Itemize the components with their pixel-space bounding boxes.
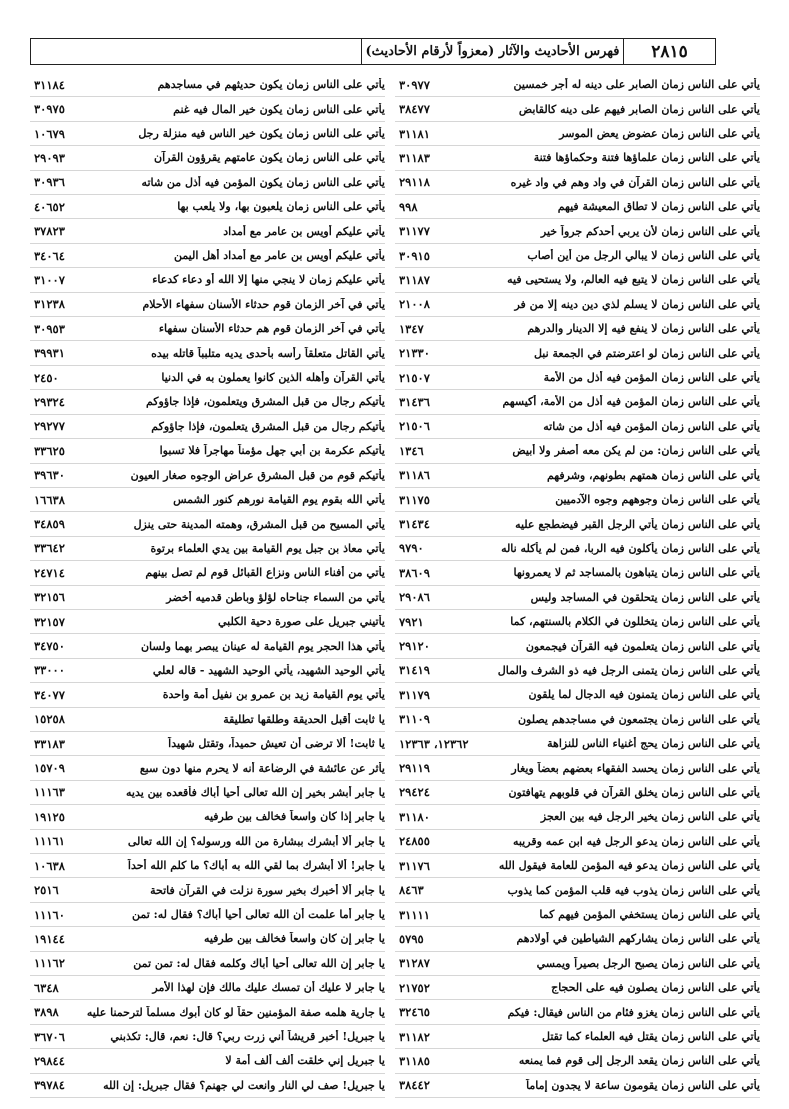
- index-entry: [395, 122, 760, 146]
- index-entry: [395, 805, 760, 829]
- index-entry: [395, 268, 760, 292]
- index-entry: [395, 1025, 760, 1049]
- index-entry: [30, 244, 385, 268]
- index-entry: [30, 634, 385, 658]
- index-entry: [395, 97, 760, 121]
- entry-hadith-number: ٣١١٨١: [399, 126, 430, 141]
- entry-text: يأتي على الناس زمان يصبح الرجل بصيراً ويمسي: [536, 956, 760, 970]
- entry-text: يأثر عن عائشة في الرضاعة أنه لا يحرم منها دون سبع: [139, 761, 385, 775]
- entry-text: يأتي من أفناء الناس ونزاع القبائل قوم لم تصل بينهم: [145, 566, 385, 580]
- entry-hadith-number: ١٣٤٧: [399, 321, 424, 336]
- index-entry: [395, 244, 760, 268]
- entry-hadith-number: ٣٤٠٦٤: [34, 248, 65, 263]
- entry-text: يا ثابت! ألا ترضى أن تعيش حميداً، وتقتل شهيداً: [168, 737, 385, 751]
- entry-hadith-number: ٣٩٧٨٤: [34, 1078, 65, 1093]
- index-entry: [395, 488, 760, 512]
- entry-text: يأتيكم قوم من قبل المشرق عراض الوجوه صغار العيون: [130, 468, 385, 482]
- entry-text: يا جابر ألا أخبرك بخير سورة نزلت في القرآن فاتحة: [150, 883, 385, 897]
- entry-text: يا جابر أبشر بخير إن الله تعالى أحيا أباك فأقعده بين يديه: [125, 785, 385, 799]
- index-entry: [30, 854, 385, 878]
- index-entry: [30, 317, 385, 341]
- index-entry: [30, 293, 385, 317]
- index-entry: [30, 927, 385, 951]
- index-entry: [395, 464, 760, 488]
- entry-hadith-number: ٣١١٠٩: [399, 712, 430, 727]
- entry-hadith-number: ٣١١٨٦: [399, 468, 430, 483]
- entry-text: يأتي على الناس زمان يقتل فيه العلماء كما تقتل: [541, 1030, 760, 1044]
- entry-text: يأتي على الناس زمان المؤمن فيه أذل من الأمة: [543, 371, 760, 385]
- entry-text: يأتي على الناس زمان القرآن في واد وهم في واد غيره: [510, 175, 760, 189]
- entry-text: يأتيكم رجال من قبل المشرق ويتعلمون، فإذا جاؤوكم: [145, 395, 385, 409]
- index-entry: [30, 464, 385, 488]
- right-column: [395, 73, 760, 1098]
- entry-text: يأتي على الناس زمان يكون المؤمن فيه أذل من شاته: [141, 175, 385, 189]
- entry-hadith-number: ٣٦٧٠٦: [34, 1029, 65, 1044]
- entry-hadith-number: ٧٩٢١: [399, 614, 424, 629]
- entry-hadith-number: ٣١١٧٧: [399, 224, 430, 239]
- index-entry: [395, 586, 760, 610]
- entry-text: يأتي على الناس زمان يتخللون في الكلام بالسنتهم، كما: [510, 615, 760, 629]
- index-entry: [395, 341, 760, 365]
- index-entry: [30, 97, 385, 121]
- index-entry: [30, 1025, 385, 1049]
- entry-hadith-number: ٣٢٤٦٥: [399, 1005, 430, 1020]
- index-columns: [30, 73, 760, 1098]
- entry-hadith-number: ٣١١٨٢: [399, 1029, 430, 1044]
- entry-hadith-number: ١٠٦٣٨: [34, 858, 65, 873]
- entry-hadith-number: ٢١٥٠٦: [399, 419, 430, 434]
- entry-text: يأتي على الناس زمان يكون عامتهم يقرؤون القرآن: [154, 151, 385, 165]
- entry-text: يأتيني جبريل على صورة دحية الكلبي: [217, 615, 385, 629]
- entry-hadith-number: ٣٨٩٨: [34, 1005, 59, 1020]
- entry-hadith-number: ٣٠٩١٥: [399, 248, 430, 263]
- entry-text: يأتي في آخر الزمان قوم هم حدثاء الأسنان سفهاء: [158, 322, 385, 336]
- index-entry: [395, 537, 760, 561]
- entry-text: يأتي على الناس زمان يتعلمون فيه القرآن فيجمعون: [525, 639, 760, 653]
- entry-text: يأتي الله بقوم يوم القيامة نورهم كنور الشمس: [173, 493, 385, 507]
- entry-text: يأتي على الناس زمان يحج أغنياء الناس للنزاهة: [547, 737, 760, 751]
- entry-hadith-number: ٣١٤٣٤: [399, 517, 430, 532]
- entry-hadith-number: ٢٤٧١٤: [34, 565, 65, 580]
- index-entry: [30, 561, 385, 585]
- index-entry: [30, 512, 385, 536]
- entry-hadith-number: ١١١٦٢: [34, 956, 65, 971]
- index-entry: [395, 512, 760, 536]
- entry-text: يأتي على الناس زمان يكون خير الناس فيه منزلة رجل: [138, 127, 385, 141]
- index-entry: [395, 854, 760, 878]
- entry-hadith-number: ٣٢١٥٦: [34, 590, 65, 605]
- index-entry: [30, 1074, 385, 1098]
- entry-text: يأتي في آخر الزمان قوم حدثاء الأسنان سفهاء الأحلام: [142, 297, 385, 311]
- index-entry: [30, 268, 385, 292]
- header-blank-cell: [31, 39, 361, 64]
- index-entry: [30, 195, 385, 219]
- entry-text: يأتي على الناس زمان لا تطاق المعيشة فيهم: [557, 200, 760, 214]
- page-header: [30, 38, 716, 65]
- entry-text: يأتيكم رجال من قبل المشرق يتعلمون، فإذا جاؤوكم: [151, 419, 385, 433]
- entry-hadith-number: ١٩١٢٥: [34, 809, 65, 824]
- entry-hadith-number: ١٦٦٣٨: [34, 492, 65, 507]
- left-column: [30, 73, 395, 1098]
- entry-hadith-number: ٣٤٨٥٩: [34, 517, 65, 532]
- entry-hadith-number: ٣٨٤٤٢: [399, 1078, 430, 1093]
- index-entry: [30, 439, 385, 463]
- entry-text: يأتي هذا الحجر يوم القيامة له عينان يبصر بهما ولسان: [140, 639, 385, 653]
- index-entry: [30, 830, 385, 854]
- index-entry: [30, 1049, 385, 1073]
- index-entry: [395, 415, 760, 439]
- entry-hadith-number: ٣٠٩٥٣: [34, 321, 65, 336]
- entry-hadith-number: ٣١١٧٥: [399, 492, 430, 507]
- entry-hadith-number: ٣٩٦٣٠: [34, 468, 65, 483]
- entry-hadith-number: ٣٠٩٧٥: [34, 102, 65, 117]
- index-entry: [395, 732, 760, 756]
- entry-hadith-number: ٣٣٦٢٥: [34, 443, 65, 458]
- index-entry: [395, 1049, 760, 1073]
- entry-text: يأتي على الناس زمان لو اعترضتم في الجمعة نبل: [533, 346, 760, 360]
- entry-text: يا جابر ألا أبشرك ببشارة من الله ورسوله؟ إن الله تعالى: [127, 834, 385, 848]
- entry-hadith-number: ٣١٤١٩: [399, 663, 430, 678]
- entry-text: يأتي على الناس زمان يحسد الفقهاء بعضهم بعضاً ويغار: [511, 761, 760, 775]
- index-entry: [30, 732, 385, 756]
- entry-hadith-number: ٣٢١٥٧: [34, 614, 65, 629]
- entry-text: يأتي على الناس زمان يكون حديثهم في مساجدهم: [157, 78, 385, 92]
- entry-text: يأتيكم عكرمة بن أبي جهل مؤمناً مهاجراً فلا تسبوا: [159, 444, 385, 458]
- entry-text: يأتي على الناس زمان وجوههم وجوه الآدميين: [555, 493, 760, 507]
- entry-hadith-number: ٣١١٧٩: [399, 687, 430, 702]
- entry-text: يا جبريل إني خلقت ألف ألف أمة لا: [225, 1054, 385, 1068]
- index-entry: [30, 219, 385, 243]
- entry-hadith-number: ٣١١٨٥: [399, 1053, 430, 1068]
- entry-text: يأتي على الناس زمان يغزو فئام من الناس فيقال: فيكم: [507, 1005, 760, 1019]
- entry-hadith-number: ٢٤٨٥٥: [399, 834, 430, 849]
- entry-text: يأتي على الناس زمان يخلق القرآن في قلوبهم يتهافتون: [508, 785, 760, 799]
- entry-text: يا جبريل! صف لي النار وانعت لي جهنم؟ فقال جبريل: إن الله: [103, 1078, 385, 1092]
- entry-hadith-number: ٣١٠٠٧: [34, 272, 65, 287]
- entry-text: يأتي على الناس زمان يخير الرجل فيه بين العجز: [540, 810, 760, 824]
- entry-text: يأتي على الناس زمان علماؤها فتنة وحكماؤها فتنة: [533, 151, 760, 165]
- entry-hadith-number: ٣٩٩٣١: [34, 346, 65, 361]
- entry-hadith-number: ٣٠٩٣٦: [34, 175, 65, 190]
- index-entry: [30, 903, 385, 927]
- index-entry: [395, 976, 760, 1000]
- entry-text: يأتي على الناس زمان يستخفي المؤمن فيهم كما: [539, 908, 760, 922]
- index-entry: [395, 219, 760, 243]
- entry-text: يأتي على الناس زمان لا يبالي الرجل من أين أصاب: [527, 249, 760, 263]
- entry-hadith-number: ٣١١٨٣: [399, 150, 430, 165]
- entry-text: يأتي على الناس زمان يتمنى الرجل فيه ذو الشرف والمال: [497, 663, 760, 677]
- index-entry: [30, 537, 385, 561]
- entry-hadith-number: ٢٩٨٤٤: [34, 1053, 65, 1068]
- entry-text: يأتي على الناس زمان يصلون فيه على الحجاج: [551, 981, 760, 995]
- index-entry: [30, 73, 385, 97]
- entry-hadith-number: ١٩١٤٤: [34, 931, 65, 946]
- entry-text: يأتي على الناس زمان يتمنون فيه الدجال لما يلقون: [528, 688, 760, 702]
- entry-text: يا جابر إن الله تعالى أحيا أباك وكلمه فقال له: تمن تمن: [133, 956, 385, 970]
- entry-text: يأتي على الناس زمان يلعبون بها، ولا يلعب بها: [177, 200, 385, 214]
- entry-text: يأتي على الناس زمان يأكلون فيه الربا، فمن لم يأكله ناله: [501, 541, 760, 555]
- index-entry: [395, 830, 760, 854]
- entry-text: يأتي القرآن وأهله الذين كانوا يعملون به في الدنيا: [161, 371, 385, 385]
- index-entry: [395, 390, 760, 414]
- entry-hadith-number: ٣٨٦٠٩: [399, 565, 430, 580]
- entry-hadith-number: ٣٠٩٧٧: [399, 77, 430, 92]
- entry-hadith-number: ٣١٢٨٧: [399, 956, 430, 971]
- entry-hadith-number: ٣٧٨٢٣: [34, 224, 65, 239]
- index-entry: [395, 439, 760, 463]
- entry-hadith-number: ٢٩٠٨٦: [399, 590, 430, 605]
- entry-text: يا جابر لا عليك أن تمسك عليك مالك فإن لهذا الأمر: [152, 981, 385, 995]
- index-entry: [395, 1000, 760, 1024]
- index-entry: [395, 610, 760, 634]
- entry-hadith-number: ٣٤٠٧٧: [34, 687, 65, 702]
- index-entry: [395, 317, 760, 341]
- index-entry: [30, 976, 385, 1000]
- entry-text: يأتي على الناس زمان يكون خير المال فيه غنم: [173, 102, 385, 116]
- entry-hadith-number: ٢١٣٣٠: [399, 346, 430, 361]
- index-entry: [395, 927, 760, 951]
- index-entry: [395, 634, 760, 658]
- entry-text: يأتي من السماء جناحاه لؤلؤ وباطن قدميه أخضر: [166, 590, 385, 604]
- entry-hadith-number: ٢٩١١٨: [399, 175, 430, 190]
- index-entry: [395, 708, 760, 732]
- entry-text: يأتي على الناس زمان عضوض يعض الموسر: [559, 127, 760, 141]
- entry-hadith-number: ١٠٦٧٩: [34, 126, 65, 141]
- index-entry: [30, 366, 385, 390]
- entry-text: يأتي على الناس زمان يدعو فيه المؤمن للعامة فيقول الله: [498, 859, 760, 873]
- index-entry: [30, 146, 385, 170]
- entry-text: يأتي على الناس زمان يجتمعون في مساجدهم يصلون: [517, 712, 760, 726]
- entry-text: يأتي على الناس زمان لا ينفع فيه إلا الدينار والدرهم: [527, 322, 760, 336]
- index-entry: [30, 488, 385, 512]
- index-entry: [30, 341, 385, 365]
- index-entry: [395, 1074, 760, 1098]
- entry-text: يا جابر إن كان واسعاً فخالف بين طرفيه: [203, 932, 385, 946]
- entry-hadith-number: ١١١٦١: [34, 834, 65, 849]
- index-entry: [395, 903, 760, 927]
- entry-hadith-number: ٢٩٢٧٧: [34, 419, 65, 434]
- entry-hadith-number: ٣٣١٨٣: [34, 736, 65, 751]
- entry-text: يأتي عليكم زمان لا ينجي منها إلا الله أو دعاء كدعاء: [152, 273, 385, 287]
- entry-text: يأتي على الناس زمان: من لم يكن معه أصفر ولا أبيض: [512, 444, 760, 458]
- entry-hadith-number: ٢٩٠٩٣: [34, 150, 65, 165]
- entry-text: يأتي على الناس زمان همتهم بطونهم، وشرفهم: [546, 468, 760, 482]
- index-entry: [395, 561, 760, 585]
- entry-hadith-number: ٢٤٥٠: [34, 370, 59, 385]
- index-entry: [395, 756, 760, 780]
- entry-text: يا ثابت أقبل الحديقة وطلقها تطليقة: [223, 712, 385, 726]
- entry-text: يأتي على الناس زمان يذوب فيه قلب المؤمن كما يذوب: [507, 883, 760, 897]
- index-entry: [30, 610, 385, 634]
- index-entry: [395, 659, 760, 683]
- index-entry: [395, 878, 760, 902]
- entry-text: يأتي على الناس زمان لا يتبع فيه العالم، ولا يستحيى فيه: [507, 273, 760, 287]
- entry-hadith-number: ٣١١٨٤: [34, 77, 65, 92]
- index-entry: [30, 683, 385, 707]
- entry-text: يأتي القاتل متعلقاً رأسه بأحدى يديه متلبباً قاتله بيده: [151, 346, 385, 360]
- entry-hadith-number: ٣٣٦٤٢: [34, 541, 65, 556]
- entry-hadith-number: ٣١١٨٠: [399, 809, 430, 824]
- entry-hadith-number: ٣٨٤٧٧: [399, 102, 430, 117]
- entry-hadith-number: ٢٩١١٩: [399, 761, 430, 776]
- entry-hadith-number: ٦٣٤٨: [34, 980, 59, 995]
- entry-hadith-number: ١٣٤٦: [399, 443, 424, 458]
- entry-text: يأتي على الناس زمان يأتي الرجل القبر فيضطجع عليه: [515, 517, 760, 531]
- page-number: ٢٨١٥: [623, 39, 715, 64]
- entry-text: يا جابر أما علمت أن الله تعالى أحيا أباك؟ فقال له: تمن: [132, 908, 385, 922]
- index-entry: [395, 73, 760, 97]
- entry-text: يأتي عليكم أويس بن عامر مع أمداد أهل اليمن: [173, 249, 385, 263]
- entry-text: يأتي عليكم أويس بن عامر مع أمداد: [223, 224, 385, 238]
- entry-hadith-number: ٢١٧٥٢: [399, 980, 430, 995]
- entry-hadith-number: ٣١١١١: [399, 907, 430, 922]
- entry-text: يأتي على الناس زمان يقعد الرجل إلى قوم فما يمنعه: [518, 1054, 760, 1068]
- entry-hadith-number: ٤٠٦٥٢: [34, 199, 65, 214]
- index-entry: [30, 586, 385, 610]
- entry-hadith-number: ٢١٠٠٨: [399, 297, 430, 312]
- entry-text: يا جبريل! أخبر قريشاً أني زرت ربي؟ قال: نعم، قال: تكذبني: [110, 1030, 385, 1044]
- index-entry: [30, 1000, 385, 1024]
- entry-text: يأتي على الناس زمان الصابر على دينه له أجر خمسين: [513, 78, 760, 92]
- entry-text: يأتي معاذ بن جبل يوم القيامة بين يدي العلماء برتوة: [150, 541, 385, 555]
- entry-text: يأتي على الناس زمان المؤمن فيه أذل من شاته: [543, 419, 760, 433]
- index-entry: [30, 878, 385, 902]
- index-entry: [395, 146, 760, 170]
- entry-hadith-number: ٣١١٨٧: [399, 272, 430, 287]
- index-entry: [395, 195, 760, 219]
- page-title: فهرس الأحاديث والآثار (معزواً لأرقام الأحاديث): [361, 39, 623, 64]
- entry-hadith-number: ١٥٢٥٨: [34, 712, 65, 727]
- entry-text: يا جابر! ألا أبشرك بما لقي الله به أباك؟ ما كلم الله أحداً: [127, 859, 385, 873]
- index-entry: [395, 171, 760, 195]
- entry-hadith-number: ٣٣٠٠٠: [34, 663, 65, 678]
- entry-hadith-number: ٨٤٦٣: [399, 883, 424, 898]
- entry-text: يأتي الوحيد الشهيد، يأتي الوحيد الشهيد - قاله لعلي: [152, 663, 385, 677]
- index-entry: [395, 293, 760, 317]
- entry-text: يأتي على الناس زمان يتحلقون في المساجد وليس: [530, 590, 760, 604]
- index-entry: [30, 708, 385, 732]
- entry-hadith-number: ٩٧٩٠: [399, 541, 424, 556]
- entry-hadith-number: ٢١٥٠٧: [399, 370, 430, 385]
- entry-text: يأتي على الناس زمان لا يسلم لذي دين دينه إلا من فر: [514, 297, 760, 311]
- entry-hadith-number: ٢٩٤٢٤: [399, 785, 430, 800]
- entry-text: يأتي على الناس زمان يقومون ساعة لا يجدون إماماً: [526, 1078, 760, 1092]
- entry-text: يأتي على الناس زمان يتباهون بالمساجد ثم لا يعمرونها: [513, 566, 760, 580]
- entry-hadith-number: ٣١١٧٦: [399, 858, 430, 873]
- entry-text: يا جارية هلمه صفة المؤمنين حقاً لو كان أبوك مسلماً لترحمنا عليه: [86, 1005, 385, 1019]
- entry-text: يأتي على الناس زمان يشاركهم الشياطين في أولادهم: [516, 932, 760, 946]
- entry-hadith-number: ١٥٧٠٩: [34, 761, 65, 776]
- entry-hadith-number: ٥٧٩٥: [399, 931, 424, 946]
- index-entry: [395, 366, 760, 390]
- entry-hadith-number: ٣١٢٣٨: [34, 297, 65, 312]
- index-entry: [30, 952, 385, 976]
- entry-text: يأتي على الناس زمان لأن يربي أحدكم جرواً خير: [540, 224, 760, 238]
- entry-hadith-number: ٢٩١٢٠: [399, 639, 430, 654]
- entry-hadith-number: ٢٥١٦: [34, 883, 59, 898]
- index-entry: [30, 756, 385, 780]
- entry-text: يأتي على الناس زمان الصابر فيهم على دينه كالقابض: [518, 102, 760, 116]
- index-entry: [30, 659, 385, 683]
- entry-text: يأتي المسيح من قبل المشرق، وهمته المدينة حتى ينزل: [133, 517, 385, 531]
- index-entry: [30, 805, 385, 829]
- index-entry: [395, 683, 760, 707]
- index-entry: [30, 390, 385, 414]
- index-entry: [395, 952, 760, 976]
- entry-text: يأتي على الناس زمان المؤمن فيه أذل من الأمة، أكيسهم: [502, 395, 760, 409]
- index-entry: [395, 781, 760, 805]
- entry-hadith-number: ٣٤٧٥٠: [34, 639, 65, 654]
- entry-hadith-number: ١١١٦٣: [34, 785, 65, 800]
- entry-hadith-number: ١١١٦٠: [34, 907, 65, 922]
- entry-text: يا جابر إذا كان واسعاً فخالف بين طرفيه: [204, 810, 385, 824]
- entry-hadith-number: ١٢٣٦٢، ١٢٣٦٣: [399, 736, 469, 751]
- entry-text: يأتي على الناس زمان يدعو الرجل فيه ابن عمه وقريبه: [512, 834, 760, 848]
- entry-text: يأتي يوم القيامة زيد بن عمرو بن نفيل أمة واحدة: [162, 688, 385, 702]
- entry-hadith-number: ٣١٤٣٦: [399, 394, 430, 409]
- index-entry: [30, 171, 385, 195]
- index-entry: [30, 781, 385, 805]
- entry-hadith-number: ٩٩٨: [399, 199, 418, 214]
- index-entry: [30, 122, 385, 146]
- entry-hadith-number: ٢٩٣٢٤: [34, 394, 65, 409]
- index-entry: [30, 415, 385, 439]
